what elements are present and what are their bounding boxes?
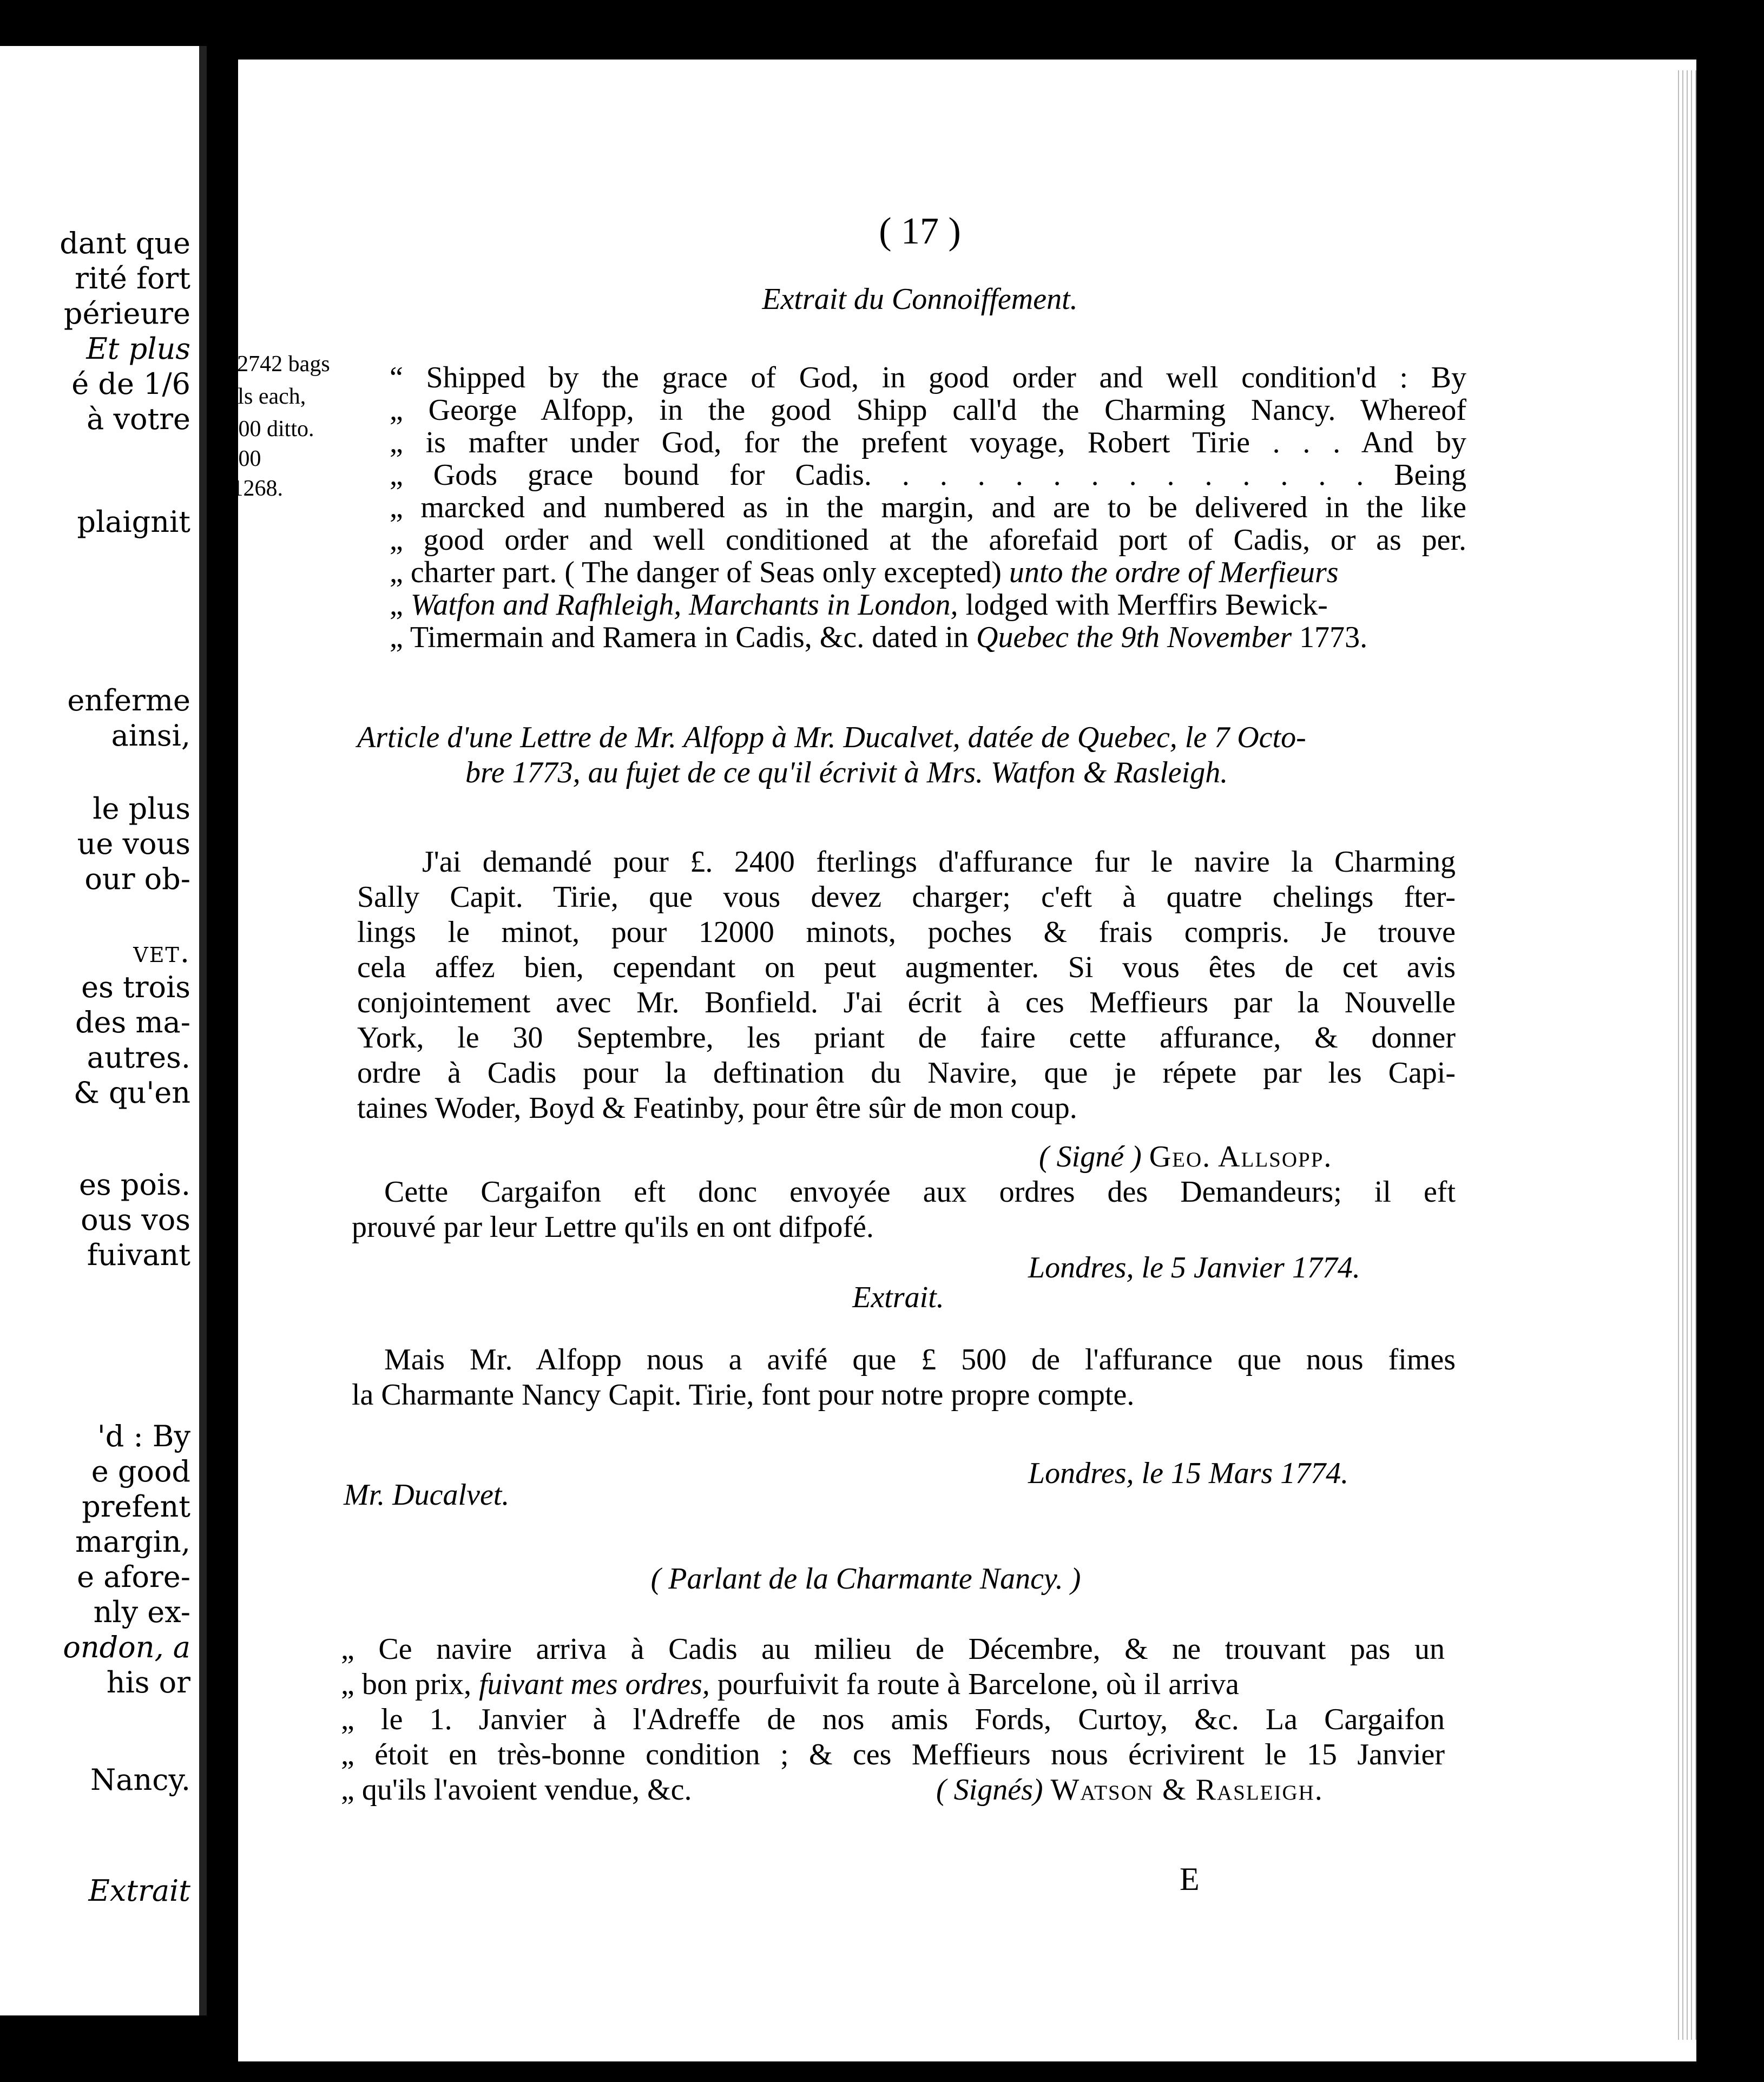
margin-note: hells each, [210, 384, 306, 409]
left-page-line: es pois. [78, 1168, 190, 1202]
addressee: Mr. Ducalvet. [344, 1478, 510, 1512]
left-page-line: des ma- [75, 1005, 190, 1039]
signature-line [936, 1772, 1324, 1808]
left-page-line: prefent [82, 1490, 190, 1524]
letter-line: lings le minot, pour 12000 minots, poches & frais compris. Je trouve [357, 915, 1456, 949]
letter-line: conjointement avec Mr. Bonfield. J'ai écrit à ces Meffieurs par la Nouvelle [357, 986, 1456, 1019]
letter-line: ordre à Cadis pour la deftination du Navire, que je répete par les Capi- [357, 1056, 1456, 1090]
left-page-line: e afore- [77, 1560, 190, 1594]
bill-line: “ Shipped by the grace of God, in good order and well condition'd : By [390, 361, 1466, 394]
left-page-line: dant que [60, 226, 190, 260]
left-page-line: rité fort [75, 261, 190, 295]
letter-line: taines Woder, Boyd & Featinby, pour être sûr de mon coup. [357, 1091, 1077, 1125]
quoted-italic-text: fuivant mes ordres, [479, 1668, 710, 1701]
bill-line: „ is mafter under God, for the prefent voyage, Robert Tirie . . . And by [390, 426, 1466, 459]
left-page-line: é de 1/6 [71, 367, 190, 401]
conclusion-line: Cette Cargaifon eft donc envoyée aux ordres des Demandeurs; il eft [384, 1175, 1456, 1209]
parenthetical: ( Parlant de la Charmante Nancy. ) [650, 1562, 1081, 1596]
article-heading: Article d'une Lettre de Mr. Alfopp à Mr. Ducalvet, datée de Quebec, le 7 Octo- [357, 721, 1306, 754]
bill-line: „ Gods grace bound for Cadis. . . . . . . . . . . . . . Being [390, 458, 1466, 492]
margin-note: 0 300 [210, 446, 261, 471]
bill-year: 1773. [1299, 621, 1368, 654]
quoted-text: pourfuivit fa route à Barcelone, où il arriva [717, 1668, 1239, 1701]
quoted-line [341, 1666, 1445, 1702]
bill-italic-text: unto the ordre of Merfieurs [1009, 556, 1339, 589]
page-edge [1675, 70, 1696, 2040]
left-page-line: our ob- [84, 862, 190, 896]
left-page-line: es trois [81, 970, 190, 1004]
left-page-line: enferme [67, 683, 190, 717]
bill-text: „ charter part. ( The danger of Seas only excepted) [390, 556, 1002, 589]
signed-label: ( Signés) [936, 1773, 1043, 1807]
bill-line: „ marcked and numbered as in the margin, and are to be delivered in the like [390, 491, 1466, 524]
left-page-line: ainsi, [111, 719, 190, 753]
letter-line: York, le 30 Septembre, les priant de faire cette affurance, & donner [357, 1021, 1456, 1055]
signature-line [1039, 1139, 1332, 1175]
bill-line: „ George Alfopp, in the good Shipp call'd the Charming Nancy. Whereof [390, 393, 1466, 427]
bill-text: lodged with Merffirs Bewick- [965, 588, 1328, 622]
quoted-line: „ le 1. Janvier à l'Adreffe de nos amis Fords, Curtoy, &c. La Cargaifon [341, 1703, 1445, 1736]
signed-label: ( Signé ) [1039, 1140, 1142, 1174]
left-page-line: fuivant [87, 1238, 190, 1272]
quoted-line: „ qu'ils l'avoient vendue, &c. [341, 1773, 692, 1807]
left-page-line: ue vous [77, 827, 190, 861]
quoted-text: „ bon prix, [341, 1668, 472, 1701]
bill-line [390, 555, 1466, 590]
section-heading: Extrait du Connoiffement. [762, 282, 1078, 316]
left-page-line: ous vos [81, 1203, 190, 1237]
left-page-line: le plus [93, 792, 190, 826]
left-page-line: & qu'en [73, 1076, 190, 1110]
conclusion-line: prouvé par leur Lettre qu'ils en ont difpofé. [352, 1210, 874, 1244]
bill-line: „ good order and well conditioned at the aforefaid port of Cadis, or as per. [390, 523, 1466, 557]
bill-text: „ [390, 588, 403, 622]
date-line: Londres, le 5 Janvier 1774. [1028, 1251, 1360, 1284]
left-page-line: margin, [75, 1525, 190, 1559]
extract-line: Mais Mr. Alfopp nous a avifé que £ 500 de l'affurance que nous fimes [384, 1343, 1456, 1376]
extract-line: la Charmante Nancy Capit. Tirie, font pour notre propre compte. [352, 1378, 1135, 1412]
margin-note: , 11268. [210, 476, 283, 501]
letter-line: cela affez bien, cependant on peut augmenter. Si vous êtes de cet avis [357, 951, 1456, 984]
left-page-line: 'd : By [97, 1419, 190, 1453]
signer-name: Watson & Rasleigh. [1050, 1773, 1324, 1807]
left-page-line: ondon, a [63, 1630, 190, 1664]
left-page-line: Extrait [88, 1874, 190, 1908]
bill-line [390, 620, 1466, 655]
margin-note: 8,100 ditto. [210, 417, 314, 442]
left-page-line: périeure [63, 297, 190, 331]
bill-italic-text: Quebec the 9th November [976, 621, 1292, 654]
quoted-line: „ étoit en très-bonne condition ; & ces Meffieurs nous écrivirent le 15 Janvier [341, 1738, 1445, 1771]
left-page-line: his or [106, 1665, 190, 1699]
left-page-line: à votre [87, 402, 190, 436]
bill-line [390, 587, 1466, 623]
letter-line: Sally Capit. Tirie, que vous devez charger; c'eft à quatre chelings fter- [357, 880, 1456, 914]
letter-line: J'ai demandé pour £. 2400 fterlings d'affurance fur le navire la Charming [422, 845, 1456, 879]
previous-page [0, 46, 207, 2015]
article-heading: bre 1773, au fujet de ce qu'il écrivit à Mrs. Watfon & Rasleigh. [465, 756, 1228, 789]
margin-note: lls 2742 bags [210, 352, 330, 377]
bill-text: „ Timermain and Ramera in Cadis, &c. dated in [390, 621, 969, 654]
bill-italic-text: Watfon and Rafhleigh, Marchants in London, [410, 588, 958, 622]
left-page-line: Et plus [86, 332, 190, 366]
quoted-line: „ Ce navire arriva à Cadis au milieu de Décembre, & ne trouvant pas un [341, 1632, 1445, 1666]
left-page-line: plaignit [77, 505, 190, 539]
left-page-line: e good [91, 1454, 190, 1488]
left-page-line: autres. [87, 1040, 190, 1075]
left-page-line: nly ex- [93, 1595, 190, 1629]
section-heading: Extrait. [852, 1281, 944, 1314]
page-number: ( 17 ) [879, 210, 961, 252]
left-page-line: Nancy. [90, 1763, 190, 1797]
signer-name: Geo. Allsopp. [1149, 1140, 1333, 1174]
date-line: Londres, le 15 Mars 1774. [1028, 1457, 1349, 1490]
left-page-line: vet. [133, 935, 190, 969]
signature-mark: E [1180, 1861, 1200, 1897]
